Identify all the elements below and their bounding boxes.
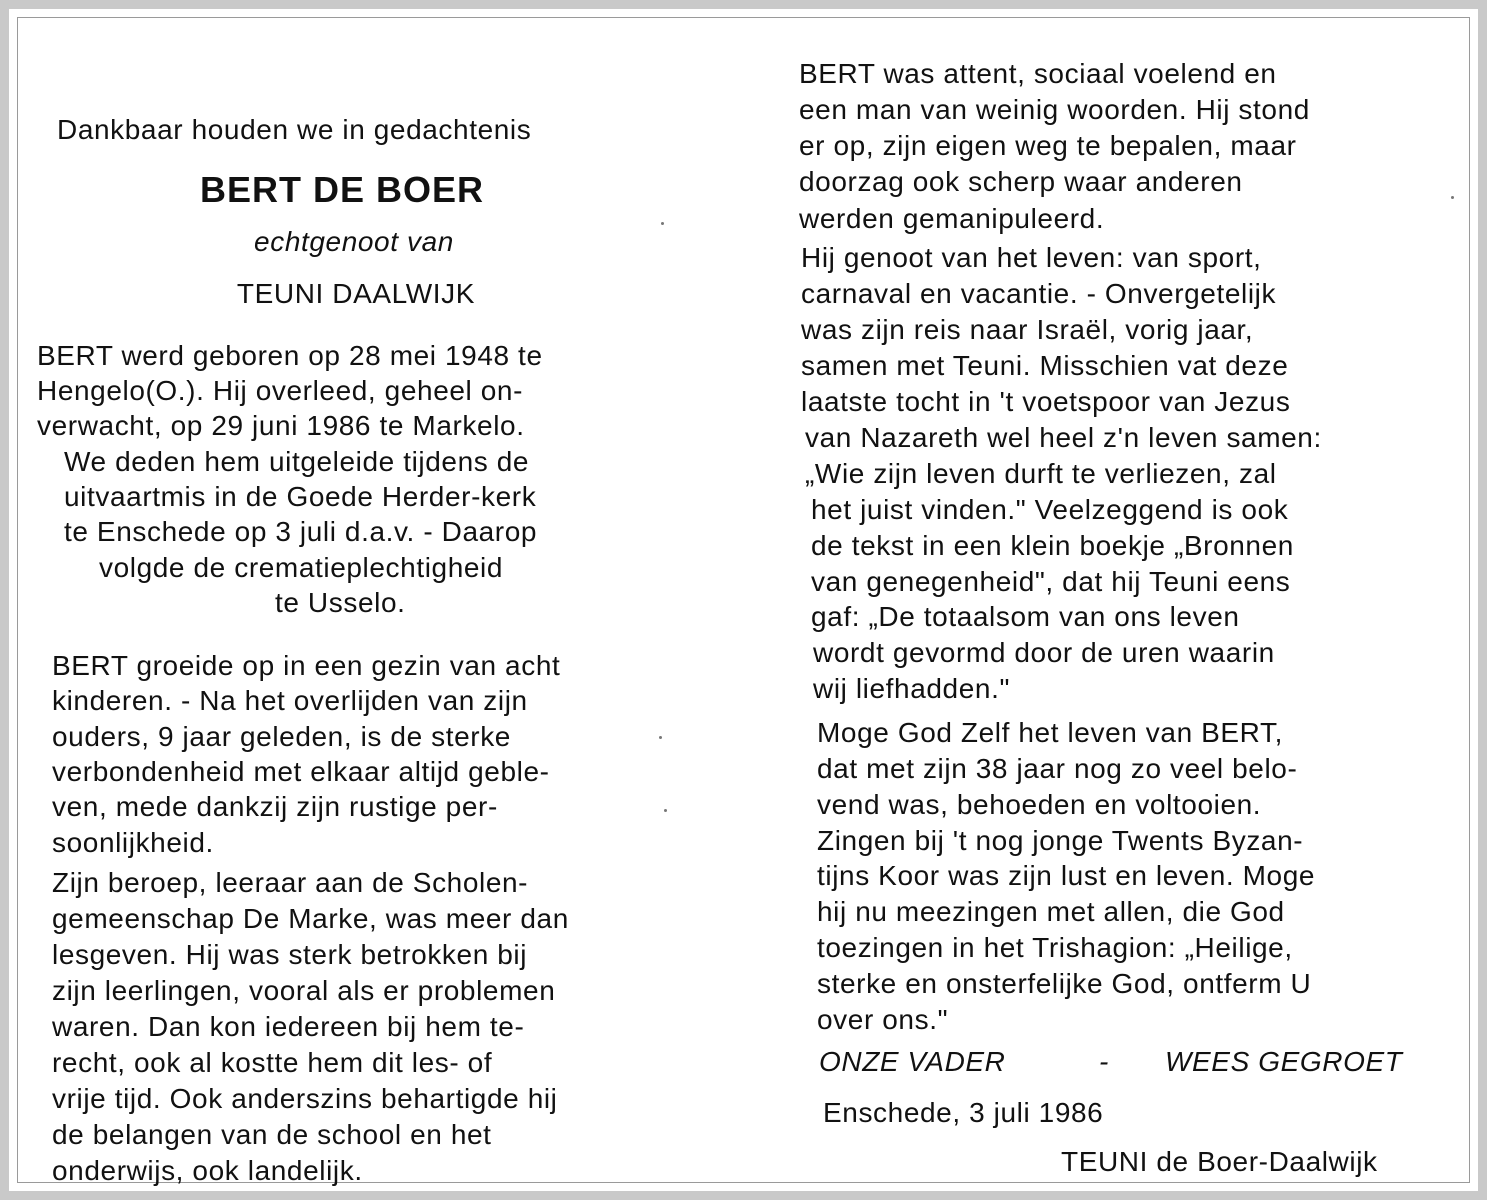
scan-speck [664,809,667,812]
text-line: wij liefhadden." [813,673,1010,704]
text-line: sterke en onsterfelijke God, ontferm U [817,968,1312,999]
text-line: de tekst in een klein boekje „Bronnen [811,530,1294,561]
text-line: kinderen. - Na het overlijden van zijn [52,685,528,716]
text-line: Moge God Zelf het leven van BERT, [817,717,1283,748]
text-line: was zijn reis naar Israël, vorig jaar, [801,314,1254,345]
text-line: onderwijs, ook landelijk. [52,1155,363,1186]
scan-speck [659,736,662,739]
text-line: waren. Dan kon iedereen bij hem te- [52,1011,525,1042]
text-line: wordt gevormd door de uren waarin [813,637,1275,668]
text-line: van Nazareth wel heel z'n leven samen: [805,422,1322,453]
text-line: volgde de crematieplechtigheid [99,552,504,583]
text-line: recht, ook al kostte hem dit les- of [52,1047,493,1078]
text-line: gaf: „De totaalsom van ons leven [811,601,1240,632]
text-line: te Enschede op 3 juli d.a.v. - Daarop [64,516,538,547]
text-line: ven, mede dankzij zijn rustige per- [52,791,498,822]
intro-line: Dankbaar houden we in gedachtenis [57,114,532,145]
text-line: Hengelo(O.). Hij overleed, geheel on- [37,375,524,406]
text-line: soonlijkheid. [52,827,214,858]
prayer-onze-vader: ONZE VADER [819,1046,1006,1077]
scan-speck [1451,196,1454,199]
deceased-name: BERT DE BOER [199,169,485,210]
text-line: BERT werd geboren op 28 mei 1948 te [37,340,543,371]
text-line: hij nu meezingen met allen, die God [817,896,1285,927]
text-line: We deden hem uitgeleide tijdens de [64,446,530,477]
text-line: dat met zijn 38 jaar nog zo veel belo- [817,753,1298,784]
text-line: te Usselo. [275,587,406,618]
relation-line: echtgenoot van [254,226,454,257]
text-line: BERT groeide op in een gezin van acht [52,650,561,681]
text-line: verwacht, op 29 juni 1986 te Markelo. [37,410,525,441]
text-line: werden gemanipuleerd. [799,203,1105,234]
text-line: tijns Koor was zijn lust en leven. Moge [817,860,1316,891]
text-line: carnaval en vacantie. - Onvergetelijk [801,278,1277,309]
text-line: vrije tijd. Ook anderszins behartigde hij [52,1083,558,1114]
text-line: BERT was attent, sociaal voelend en [799,58,1277,89]
spouse-name: TEUNI DAALWIJK [236,278,476,309]
scan-speck [661,222,664,225]
text-line: lesgeven. Hij was sterk betrokken bij [52,939,528,970]
text-line: vend was, behoeden en voltooien. [817,789,1262,820]
text-line: laatste tocht in 't voetspoor van Jezus [801,386,1291,417]
left-column [37,9,677,1191]
right-column [799,9,1439,1191]
text-line: een man van weinig woorden. Hij stond [799,94,1310,125]
text-line: ouders, 9 jaar geleden, is de sterke [52,721,511,752]
text-line: er op, zijn eigen weg te bepalen, maar [799,130,1297,161]
text-line: Hij genoot van het leven: van sport, [801,242,1262,273]
text-line: Zingen bij 't nog jonge Twents Byzan- [817,825,1304,856]
text-line: samen met Teuni. Misschien vat deze [801,350,1289,381]
text-line: gemeenschap De Marke, was meer dan [52,903,569,934]
text-line: Zijn beroep, leeraar aan de Scholen- [52,867,529,898]
text-line: van genegenheid", dat hij Teuni eens [811,566,1291,597]
text-line: uitvaartmis in de Goede Herder-kerk [64,481,537,512]
text-line: toezingen in het Trishagion: „Heilige, [817,932,1293,963]
text-line: „Wie zijn leven durft te verliezen, zal [805,458,1277,489]
place-date: Enschede, 3 juli 1986 [823,1097,1104,1128]
text-line: de belangen van de school en het [52,1119,492,1150]
text-line: doorzag ook scherp waar anderen [799,166,1243,197]
text-line: zijn leerlingen, vooral als er problemen [52,975,556,1006]
prayer-wees-gegroet: WEES GEGROET [1165,1046,1403,1077]
signature: TEUNI de Boer-Daalwijk [1061,1146,1378,1177]
text-line: over ons." [817,1004,949,1035]
prayer-separator: - [1099,1046,1109,1077]
text-line: verbondenheid met elkaar altijd geble- [52,756,550,787]
text-line: het juist vinden." Veelzeggend is ook [811,494,1289,525]
